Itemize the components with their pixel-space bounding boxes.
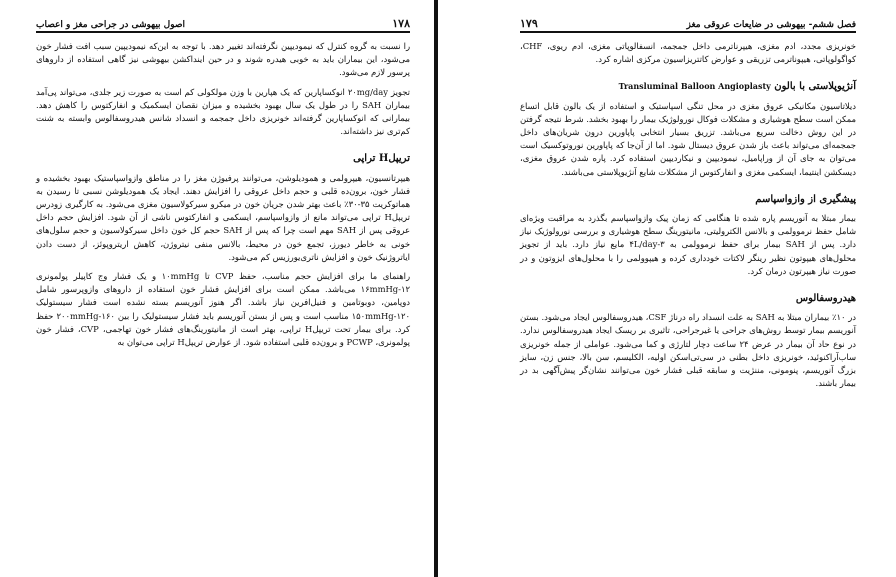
right-running-head: فصل ششم- بیهوشی در ضایعات عروقی مغز — [686, 20, 856, 30]
left-header-rule — [36, 31, 410, 33]
paragraph: در ۱۰٪ بیماران مبتلا به SAH به علت انسداد راه درناژ CSF، هیدروسفالوس ایجاد می‌شود. بستن آنوریسم بیمار توسط روش‌های جراحی یا غیرجراحی، تاثیری بر ریسک ایجاد هیدروسفالوس ندارد. در نوع حاد آن بیمار در عرض ۲۴ ساعت دچار لتارژی و کما می‌شود. عواملی از جمله خونریزی ساب‌آراکنوئید، خونریزی داخل بطنی در سی‌تی‌اسکن اولیه، الکلیسم، سن بالا، جنس زن، سایز بزرگ آنوریسم، پنومونی، مننژیت و سابقه قبلی فشار خون می‌توانند نشان‌گر پیش‌آگهی بد در بیمار باشند. — [520, 312, 856, 389]
right-header-rule — [520, 31, 856, 33]
left-page — [0, 0, 436, 577]
paragraph: را نسبت به گروه کنترل که نیمودیپین نگرفته‌اند تغییر دهد. با توجه به این‌که نیمودیپین سبب افت فشار خون می‌شود، این بیماران باید به خوبی هیدره شوند و در حین اینداکشن بیهوشی نیز گاهی استفاده از داروهای پرسور لازم می‌شود. — [36, 41, 410, 78]
paragraph: بیمار مبتلا به آنوریسم پاره شده تا هنگامی که زمان پیک وازواسپاسم بگذرد به مراقبت ویژه‌ای شامل حفظ نرموولمی و بالانس الکترولیتی، مانیتورینگ سطح هوشیاری و بررسی نورولوژیک نیاز دارد. پس از SAH بیمار برای حفظ نرموولمی به ۴L/day-۳ مایع نیاز دارد. باید از تجویز محلول‌های هیپوتون نظیر رینگر لاکتات خودداری کرده و هیپوولمی را با محلول‌های ایزوتون و در صورت نیاز هیپرتون درمان کرد. — [520, 213, 856, 276]
left-page-number: ۱۷۸ — [392, 17, 410, 30]
paragraph: هیپرتانسیون، هیپرولمی و همودیلوشن، می‌توانند پرفیوژن مغز را در مناطق وازواسپاستیک بهبود بخشیده و فشار خون، برون‌ده قلبی و حجم داخل عروقی را افزایش دهند. ایجاد یک همودیلوشن نسبی تا رسیدن به هماتوکریت ۳۵-۳۰٪ باعث بهتر شدن جریان خون در میکرو سیرکولاسیون مغزی می‌شود. به کارگیری زودرس تریپلH تراپی می‌تواند مانع از وازواسپاسم، ایسکمی و انفارکتوس ناشی از آن شود. افزایش حجم داخل عروقی پس از SAH مهم است چرا که پس از SAH حجم کل خون داخل سیرکولاسیون و حجم سلول‌های خونی به خاطر دیورز، تجمع خون در محیط، بالانس منفی نیتروژن، کاهش اریتروپوئز، از دست دادن ایاتروژنیک خون و افزایش ناتری‌یورزیس کم می‌شود. — [36, 172, 411, 262]
book-spine — [434, 0, 438, 577]
section-heading-vasospasm-prevention: پیشگیری از وازواسپاسم — [755, 193, 856, 205]
paragraph: تجویز ۲۰mg/day انوکساپارین که یک هپارین با وزن مولکولی کم است به صورت زیر جلدی، می‌تواند پی‌آمد بیماران SAH را در طول یک سال بهبود بخشیده و میزان نقصان ایسکمیک و انفارکتوس را کاهش دهد. بیمارانی که انوکساپارین گرفته‌اند خونریزی داخل جمجمه و انسداد شانس هیدروسفالوس وابسته به شنت کم‌تری نیز داشته‌اند. — [36, 86, 410, 137]
right-page-header — [520, 16, 856, 30]
paragraph: راهنمای ما برای افزایش حجم مناسب، حفظ CVP تا ۱۰mmHg و یک فشار وج کاپیلر پولمونری ۱۶mmHg-۱۲ می‌باشد. ممکن است برای افزایش فشار خون استفاده از داروهای وازوپرسور شامل دوپامین، دوبوتامین و فنیل‌افرین نیاز باشد. اگر هنوز آنوریسم بسته نشده است فشار سیستولیک ۱۵۰mmHg-۱۲۰ مناسب است و پس از بستن آنوریسم باید فشار سیستولیک را بین ۲۰۰mmHg-۱۶۰ حفظ کرد. برای بیمار تحت تریپلH تراپی، بهتر است از مانیتورینگ‌های فشار خون تهاجمی، CVP، فشار خون پولمونری، PCWP و برون‌ده قلبی استفاده شود. از عوارض تریپلH تراپی می‌توان به — [36, 271, 410, 348]
left-page-body — [36, 40, 410, 349]
section-title-fa: آنژیوپلاستی با بالون — [774, 81, 856, 93]
left-page-header — [36, 16, 410, 30]
left-running-head: اصول بیهوشی در جراحی مغز و اعصاب — [36, 20, 186, 30]
section-title-en: Transluminal Balloon Angioplasty — [618, 81, 771, 92]
section-heading-triple-h: تریپلH تراپی — [353, 153, 410, 165]
right-page-body — [520, 40, 856, 390]
paragraph: خونریزی مجدد، ادم مغزی، هیپرناترمی داخل جمجمه، انسفالوپاتی مغزی، ادم ریوی، CHF، کواگولوپاتی، هیپوناترمی تزریقی و عوارض کاتتریزاسیون مرکزی اشاره کرد. — [520, 41, 856, 65]
right-page — [440, 0, 896, 577]
section-heading-angioplasty — [520, 80, 856, 93]
right-page-number: ۱۷۹ — [520, 17, 538, 30]
paragraph: دیلاتاسیون مکانیکی عروق مغزی در محل تنگی اسپاستیک و استفاده از یک بالون قابل اتساع ممکن است سطح هوشیاری و مشکلات فوکال نورولوژیک بیمار را بهبود بخشد. شرط نتیجه گرفتن در این روش دخالت سریع می‌باشد. تزریق بسیار انتخابی پاپاورین درون شریان‌های داخل جمجمه‌ای می‌تواند باعث باز شدن عروق دیستال شود. اما از آن‌جا که پاپاورین نوروتوکسیک است می‌توان به جای آن از وراپامیل، نیمودیپین و نیکاردیپین استفاده کرد. پاره شدن عروق مغزی، دیسکشن اینتیما، ایسکمی مغزی و انفارکتوس از مشکلات شایع آنژیوپلاستی می‌باشند. — [520, 100, 856, 177]
section-heading-hydrocephalus: هیدروسفالوس — [795, 293, 856, 305]
